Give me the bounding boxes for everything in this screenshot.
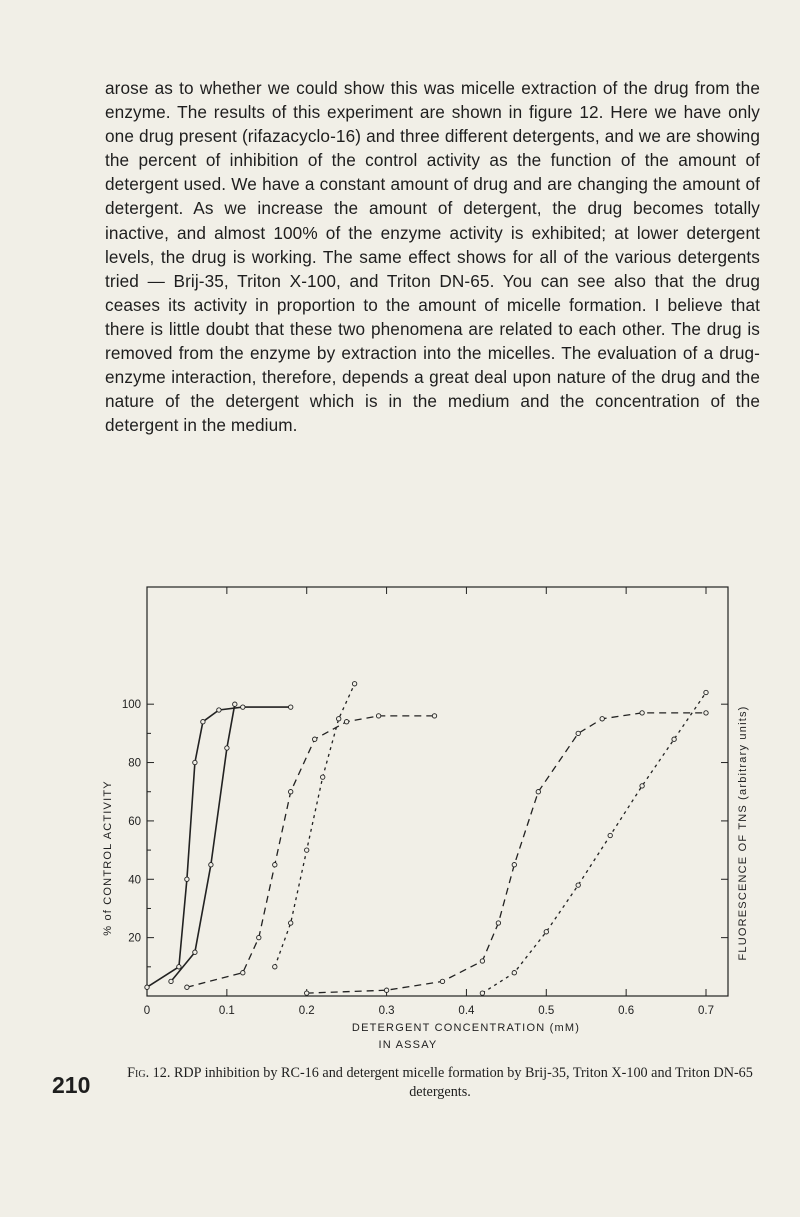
data-point <box>217 708 221 712</box>
data-point <box>313 737 317 741</box>
data-point <box>201 720 205 724</box>
data-point <box>305 848 309 852</box>
data-point <box>608 833 612 837</box>
x-tick-label: 0.5 <box>538 1005 555 1017</box>
data-point <box>672 737 676 741</box>
series-line-1 <box>147 707 291 987</box>
y-axis-title-left: % of CONTROL ACTIVITY <box>102 780 114 936</box>
data-point <box>576 883 580 887</box>
data-point <box>337 717 341 721</box>
x-tick-label: 0.3 <box>378 1005 395 1017</box>
data-point <box>512 971 516 975</box>
series-layer <box>145 682 708 996</box>
y-axis-title-right: FLUORESCENCE OF TNS (arbitrary units) <box>737 705 749 961</box>
x-axis-title-line1: DETERGENT CONCENTRATION (mM) <box>351 1022 581 1034</box>
caption-label: Fig. 12. <box>127 1065 171 1081</box>
data-point <box>432 714 436 718</box>
x-tick-label: 0.4 <box>458 1005 475 1017</box>
data-point <box>289 705 293 709</box>
data-point <box>704 690 708 694</box>
data-point <box>145 985 149 989</box>
body-paragraph: arose as to whether we could show this was micelle extraction of the drug from the enzyme. The results of this experiment are shown in figure 12. Here we have only one drug present (rifazacyclo-16) and three different detergents, and we are showing the percent of inhibition of the control activity as the function of the amount of detergent used. We have a constant amount of drug and are changing the amount of detergent. As we increase the amount of detergent, the drug becomes totally inactive, and almost 100% of the enzyme activity is exhibited; at lower detergent levels, the drug is working. The same effect shows for all of the various detergents tried — Brij-35, Triton X-100, and Triton DN-65. You can see also that the drug ceases its activity in proportion to the amount of micelle formation. I believe that there is little doubt that these two phenomena are related to each other. The drug is removed from the enzyme by extraction into the micelles. The evaluation of a drug-enzyme interaction, therefore, depends a great deal upon nature of the drug and the nature of the detergent which is in the medium and the concentration of the detergent in the medium. <box>105 78 760 436</box>
data-point <box>289 921 293 925</box>
data-point <box>193 950 197 954</box>
data-point <box>321 775 325 779</box>
page-number: 210 <box>52 1072 91 1098</box>
data-point <box>273 965 277 969</box>
chart <box>88 578 768 1051</box>
y-tick-label: 20 <box>128 932 141 945</box>
x-tick-label: 0.2 <box>298 1005 315 1017</box>
data-point <box>352 682 356 686</box>
data-point <box>512 863 516 867</box>
data-point <box>704 711 708 715</box>
x-tick-label: 0.7 <box>698 1005 714 1017</box>
x-tick-label: 0 <box>143 1005 151 1017</box>
x-tick-labels <box>144 587 714 1017</box>
data-point <box>440 979 444 983</box>
figure-12 <box>88 578 768 1051</box>
data-point <box>536 790 540 794</box>
data-point <box>480 959 484 963</box>
data-point <box>169 979 173 983</box>
data-point <box>344 720 348 724</box>
data-point <box>193 760 197 764</box>
data-point <box>185 985 189 989</box>
series-line-4 <box>275 684 355 967</box>
data-point <box>496 921 500 925</box>
data-point <box>273 863 277 867</box>
data-point <box>185 877 189 881</box>
series-line-3 <box>187 716 435 987</box>
caption-text: RDP inhibition by RC-16 and detergent micelle formation by Brij-35, Triton X-100 and Triton DN-65 detergents. <box>173 1065 753 1100</box>
y-tick-label: 100 <box>121 699 141 712</box>
data-point <box>177 965 181 969</box>
data-point <box>640 784 644 788</box>
data-point <box>544 930 548 934</box>
data-point <box>257 935 261 939</box>
x-axis-title-line2: IN ASSAY <box>378 1039 438 1051</box>
data-point <box>376 714 380 718</box>
y-tick-labels <box>122 699 728 967</box>
x-tick-label: 0.6 <box>618 1005 635 1017</box>
data-point <box>233 702 237 706</box>
data-point <box>225 746 229 750</box>
y-tick-label: 60 <box>128 815 141 828</box>
y-tick-label: 80 <box>128 757 141 770</box>
data-point <box>305 991 309 995</box>
data-point <box>209 863 213 867</box>
figure-caption <box>120 1064 760 1102</box>
data-point <box>289 790 293 794</box>
x-tick-label: 0.1 <box>218 1005 235 1017</box>
data-point <box>640 711 644 715</box>
data-point <box>384 988 388 992</box>
data-point <box>241 971 245 975</box>
data-point <box>576 731 580 735</box>
data-point <box>600 717 604 721</box>
plot-frame <box>147 587 728 996</box>
data-point <box>241 705 245 709</box>
series-line-5 <box>307 713 706 993</box>
data-point <box>480 991 484 995</box>
y-tick-label: 40 <box>128 874 141 887</box>
